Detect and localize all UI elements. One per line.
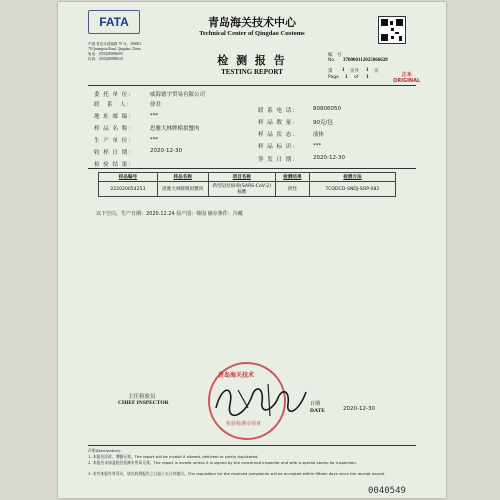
- sample-name-label: 样 品 名 称：: [94, 126, 135, 132]
- page-current-en: 1: [345, 75, 348, 80]
- producer-label: 生 产 单 位：: [94, 138, 135, 144]
- col-sample-name: 样品名称: [157, 173, 208, 182]
- col-result: 检测结果: [275, 173, 309, 182]
- report-sheet: [58, 2, 446, 498]
- qr-code-icon: [378, 16, 406, 44]
- date-label-cn: 日期: [310, 401, 321, 407]
- address-line: 中国 青岛市清源路 70 号，266002: [88, 42, 142, 46]
- date-value: 2020-12-30: [343, 406, 375, 412]
- col-item-name: 项目名称: [208, 173, 275, 182]
- address-value: ***: [150, 113, 159, 119]
- center-name-cn: 青岛海关技术中心: [208, 16, 296, 29]
- state-label: 样 品 状 态：: [258, 132, 299, 138]
- report-no-value: 370000112025066628: [343, 58, 388, 63]
- contact-label: 联 系 人：: [94, 102, 134, 108]
- declaration-line: 3. 若对本报告有异议，请在收到报告之日起十五日内提出。The requisition for the resolved complaints will be accepted within fifteen days since the receipt issued.: [88, 471, 386, 476]
- producer-value: ***: [150, 137, 159, 143]
- center-name-en: Technical Center of Qingdao Customs: [199, 30, 305, 37]
- phone-line: 电话：(0532)80885605: [88, 52, 123, 56]
- page-cn-3: 页: [374, 69, 379, 74]
- cell-sample-no: 222020054253: [99, 182, 158, 197]
- declaration-line: 2. 本报告未加盖检验检测专用章无效。The report is invalid unless it is signed by the concerned inspector and with a special stamp for inspection.: [88, 460, 357, 465]
- handwritten-signature: [208, 378, 321, 422]
- inspector-label-en: CHIEF INSPECTOR: [118, 400, 169, 406]
- page-cn-1: 第: [328, 69, 333, 74]
- page-total-en: 1: [366, 75, 369, 80]
- quantity-label: 样 品 数 量：: [258, 120, 299, 126]
- phone-value: 80806050: [313, 106, 341, 112]
- page-current: 1: [342, 68, 345, 73]
- contact-value: 徐君: [150, 102, 162, 108]
- fata-logo: FATA: [88, 10, 140, 34]
- declaration-title: 声明(Declaration)：: [88, 448, 125, 453]
- date-label-en: DATE: [310, 408, 325, 414]
- client-value: 威海德宇贸易有限公司: [150, 92, 206, 98]
- fields-divider: [88, 168, 416, 169]
- footer-divider: [88, 445, 416, 446]
- cell-method: TCQDCD-SNDJ-SOP-082: [310, 182, 396, 197]
- header-divider: [88, 85, 416, 86]
- conclusion-label: 检 验 结 果：: [94, 162, 135, 168]
- receive-date-value: 2020-12-30: [150, 148, 182, 154]
- inspector-label-cn: 主任检验员: [128, 394, 156, 400]
- page-cn-2: 页共: [350, 69, 359, 74]
- sample-mark-value: ***: [313, 143, 322, 149]
- col-method: 检测方法: [310, 173, 396, 182]
- cell-item-name: 新型冠状病毒(SARS-CoV-2)核酸: [208, 182, 275, 197]
- original-mark: [393, 72, 420, 84]
- sign-date-value: 2020-12-30: [313, 155, 345, 161]
- sample-name-value: 思雅大林牌模拟蟹肉: [150, 126, 200, 132]
- seal-top-text: 青岛海关技术: [218, 372, 255, 379]
- table-row: [99, 182, 396, 197]
- seal-bottom-text: 检验检测专用章: [226, 421, 262, 427]
- report-title-cn: 检 测 报 告: [217, 54, 287, 67]
- sample-mark-label: 样 品 标 识：: [258, 144, 299, 150]
- quantity-value: 90克/包: [313, 120, 333, 126]
- table-header-row: [99, 173, 396, 182]
- page-label-en: Page: [328, 75, 339, 80]
- client-label: 委 托 单 位：: [94, 92, 135, 98]
- original-en: ORIGINAL: [393, 78, 421, 84]
- declaration-line: 1. 本报告涂改、增删无效。The report will be invalid if altered, deficient or partly duplicated.: [88, 454, 259, 459]
- report-no-label: 编 号: [328, 53, 342, 58]
- cell-sample-name: 思雅大林牌模拟蟹肉: [157, 182, 208, 197]
- original-cn: 正本: [401, 72, 412, 78]
- phone-label: 联 系 电 话：: [258, 108, 299, 114]
- serial-number: 0040549: [368, 486, 406, 496]
- results-table: [98, 172, 396, 197]
- fax-line: 传真：(0532)80885610: [88, 57, 123, 61]
- report-title-en: TESTING REPORT: [221, 68, 283, 76]
- page-total: 1: [366, 68, 369, 73]
- report-no-label-en: No.: [328, 58, 336, 63]
- page-of: of: [354, 75, 359, 80]
- address-label: 地 址 邮 编：: [94, 114, 135, 120]
- cell-result: 阴性: [275, 182, 309, 197]
- col-sample-no: 样品编号: [99, 173, 158, 182]
- receive-date-label: 收 样 日 期：: [94, 150, 135, 156]
- address-line: 70 Qutangxia Road, Qingdao, China: [88, 47, 141, 51]
- state-value: 液体: [313, 132, 325, 138]
- sign-date-label: 签 发 日 期：: [258, 157, 299, 163]
- remark-text: 以下空白。生产日期：2020.12.24 原产国：韩国 储存条件：冷藏: [96, 211, 243, 217]
